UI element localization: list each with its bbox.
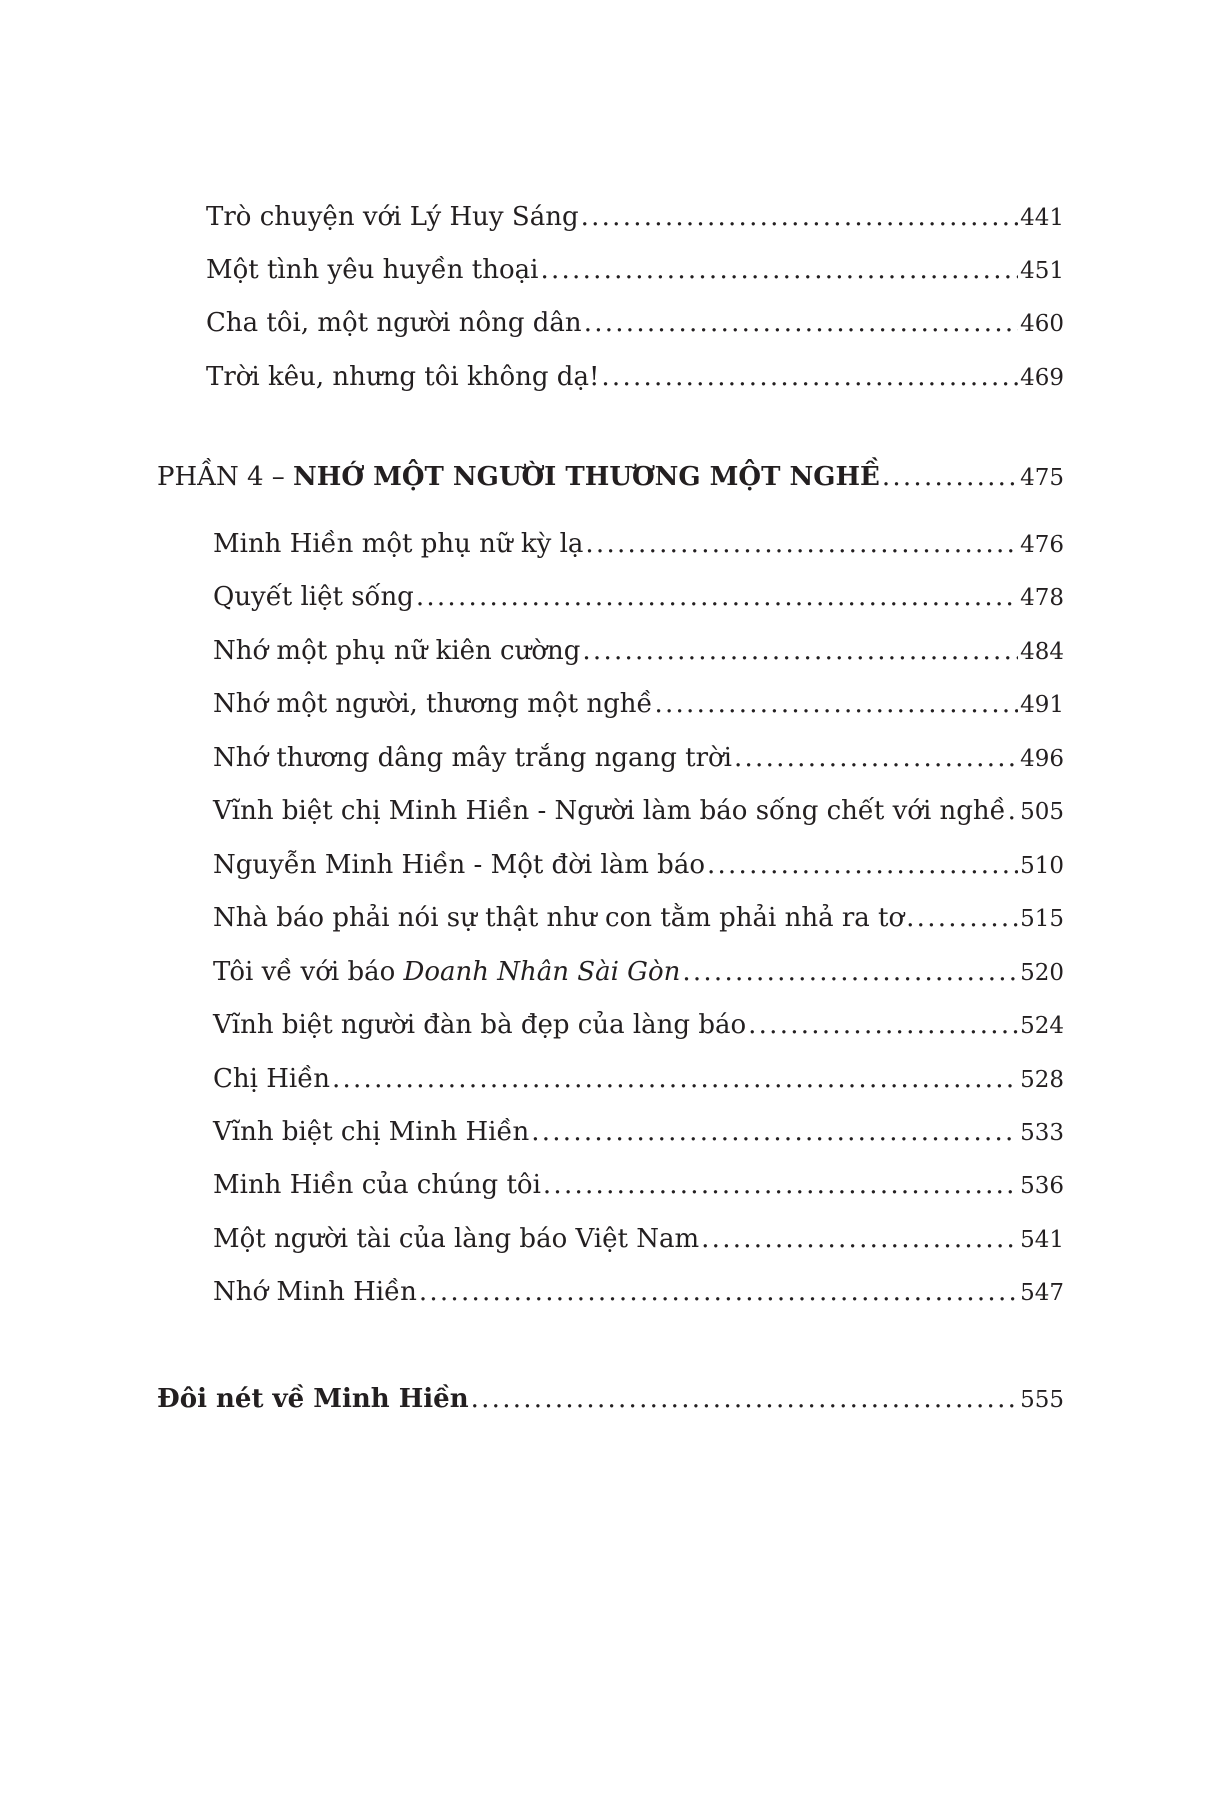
toc-entry-title: Nhớ Minh Hiền [213, 1277, 417, 1307]
toc-entry [213, 1008, 1064, 1043]
toc-entry-title: Nhớ thương dâng mây trắng ngang trời [213, 743, 732, 773]
part-name: NHỚ MỘT NGƯỜI THƯƠNG MỘT NGHỀ [293, 462, 880, 492]
toc-entry-page: 469 [1020, 365, 1064, 391]
appendix-title: Đôi nét về Minh Hiền [157, 1384, 469, 1414]
toc-entry [213, 1115, 1064, 1150]
leader-dots [582, 634, 1018, 668]
toc-entry-title: Minh Hiền của chúng tôi [213, 1170, 541, 1200]
toc-entry [206, 253, 1064, 288]
toc-entry [213, 1168, 1064, 1203]
toc-entry-page: 541 [1020, 1227, 1064, 1253]
part-heading [157, 460, 1064, 495]
newspaper-name: Doanh Nhân Sài Gòn [403, 957, 681, 987]
toc-entry-title: Một tình yêu huyền thoại [206, 255, 539, 285]
toc-entry-title: Vĩnh biệt chị Minh Hiền [213, 1117, 530, 1147]
toc-entry [213, 687, 1064, 722]
toc-entry-title-prefix: Tôi về với báo [213, 957, 404, 987]
leader-dots [734, 741, 1018, 775]
toc-entry-page: 441 [1020, 205, 1064, 231]
appendix-entry [157, 1382, 1064, 1417]
toc-entry [213, 955, 1064, 990]
toc-entry [213, 634, 1064, 669]
part-number: PHẦN 4 – [157, 462, 294, 492]
toc-entry-title: Nhà báo phải nói sự thật như con tằm phải nhả ra tơ [213, 903, 905, 933]
toc-entry [213, 580, 1064, 615]
leader-dots [601, 360, 1018, 394]
toc-entry-page: 505 [1020, 799, 1064, 825]
toc-entry-page: 524 [1020, 1013, 1064, 1039]
toc-entry-title: Vĩnh biệt người đàn bà đẹp của làng báo [213, 1010, 747, 1040]
part-heading-title [157, 460, 880, 494]
leader-dots [332, 1062, 1018, 1096]
toc-entry [213, 1275, 1064, 1310]
leader-dots [419, 1275, 1018, 1309]
toc-entry-page: 510 [1020, 853, 1064, 879]
toc-entry-page: 451 [1020, 258, 1064, 284]
toc-entry [213, 741, 1064, 776]
toc-entry [206, 306, 1064, 341]
toc-entry-title: Nhớ một người, thương một nghề [213, 689, 653, 719]
toc-entry-title [213, 955, 680, 989]
toc-entry-page: 460 [1020, 311, 1064, 337]
toc-entry-page: 536 [1020, 1173, 1064, 1199]
leader-dots [531, 1115, 1018, 1149]
toc-entry [213, 1062, 1064, 1097]
toc-entry [213, 1222, 1064, 1257]
toc-entry-title: Cha tôi, một người nông dân [206, 308, 582, 338]
part-heading-page: 475 [1020, 465, 1064, 491]
toc-entry-page: 528 [1020, 1067, 1064, 1093]
toc-entry-page: 484 [1020, 639, 1064, 665]
toc-entry-page: 476 [1020, 532, 1064, 558]
leader-dots [543, 1168, 1018, 1202]
toc-entry [206, 200, 1064, 235]
toc-entry-title: Vĩnh biệt chị Minh Hiền - Người làm báo sống chết với nghề [213, 796, 1006, 826]
toc-entry-page: 515 [1020, 906, 1064, 932]
toc-entry-page: 533 [1020, 1120, 1064, 1146]
leader-dots [882, 460, 1018, 494]
leader-dots [540, 253, 1018, 287]
leader-dots [748, 1008, 1018, 1042]
leader-dots [416, 580, 1018, 614]
toc-entry-title: Trời kêu, nhưng tôi không dạ! [206, 362, 600, 392]
leader-dots [701, 1222, 1018, 1256]
leader-dots [585, 527, 1018, 561]
toc-entry-page: 496 [1020, 746, 1064, 772]
leader-dots [654, 687, 1018, 721]
toc-entry-title: Nhớ một phụ nữ kiên cường [213, 636, 581, 666]
toc-entry [213, 794, 1064, 829]
leader-dots [906, 901, 1018, 935]
toc-entry-page: 491 [1020, 692, 1064, 718]
leader-dots [471, 1382, 1018, 1416]
toc-entry-title: Trò chuyện với Lý Huy Sáng [206, 202, 579, 232]
toc-entry-title: Nguyễn Minh Hiền - Một đời làm báo [213, 850, 705, 880]
leader-dots [707, 848, 1018, 882]
leader-dots [1008, 794, 1018, 828]
leader-dots [682, 955, 1018, 989]
toc-entry-page: 520 [1020, 960, 1064, 986]
toc-entry-page: 547 [1020, 1280, 1064, 1306]
toc-entry-title: Một người tài của làng báo Việt Nam [213, 1224, 700, 1254]
toc-entry-title: Minh Hiền một phụ nữ kỳ lạ [213, 529, 584, 559]
appendix-page: 555 [1020, 1387, 1064, 1413]
toc-entry [213, 901, 1064, 936]
leader-dots [581, 200, 1019, 234]
leader-dots [584, 306, 1018, 340]
toc-entry-page: 478 [1020, 585, 1064, 611]
toc-entry [213, 527, 1064, 562]
toc-entry [206, 360, 1064, 395]
toc-entry-title: Quyết liệt sống [213, 582, 414, 612]
toc-entry [213, 848, 1064, 883]
toc-entry-title: Chị Hiền [213, 1064, 330, 1094]
